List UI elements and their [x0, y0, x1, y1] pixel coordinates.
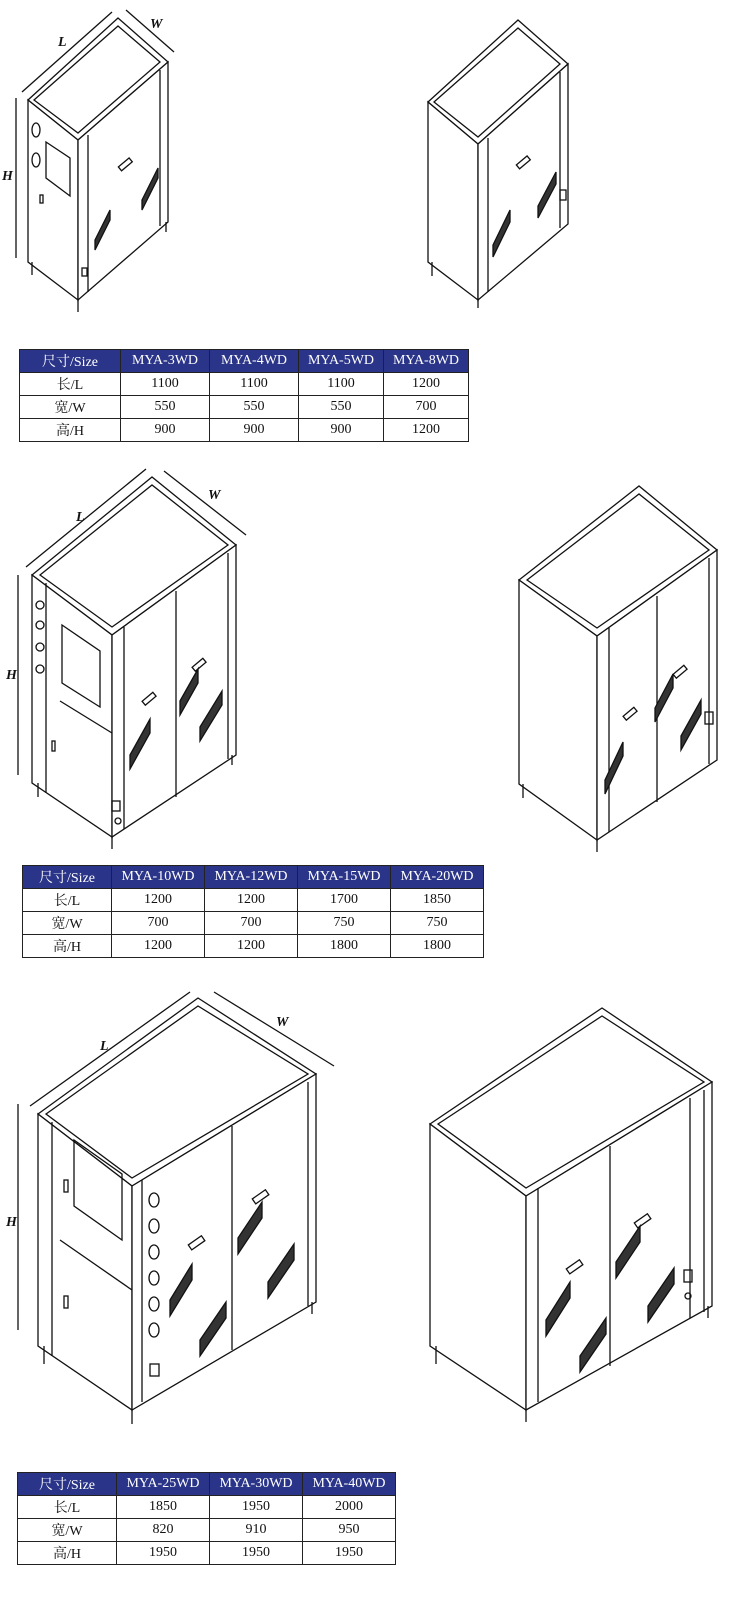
dim-label-w: W	[276, 1015, 289, 1030]
model-header: MYA-12WD	[205, 866, 298, 889]
table-cell: 1200	[205, 935, 298, 958]
table-header-size: 尺寸/Size	[20, 350, 121, 373]
unit-front-view-small	[0, 0, 200, 320]
table-cell: 1850	[391, 889, 484, 912]
table-cell: 1200	[384, 373, 469, 396]
table-cell: 700	[112, 912, 205, 935]
row-label: 宽/W	[18, 1519, 117, 1542]
table-cell: 900	[121, 419, 210, 442]
model-header: MYA-4WD	[210, 350, 299, 373]
unit-front-view-large	[0, 990, 340, 1430]
unit-rear-view-large	[420, 1000, 720, 1425]
model-header: MYA-20WD	[391, 866, 484, 889]
table-header-row	[18, 1473, 396, 1496]
unit-rear-view-small	[418, 10, 588, 310]
row-label: 宽/W	[20, 396, 121, 419]
table-row	[23, 889, 484, 912]
table-cell: 1950	[210, 1496, 303, 1519]
dim-label-w: W	[150, 17, 163, 32]
row-label: 长/L	[23, 889, 112, 912]
table-cell: 820	[117, 1519, 210, 1542]
table-row	[18, 1519, 396, 1542]
table-header-row	[23, 866, 484, 889]
table-cell: 1850	[117, 1496, 210, 1519]
table-header-size: 尺寸/Size	[18, 1473, 117, 1496]
table-row	[23, 935, 484, 958]
model-header: MYA-30WD	[210, 1473, 303, 1496]
table-row	[20, 419, 469, 442]
dim-label-w: W	[208, 488, 221, 503]
model-header: MYA-10WD	[112, 866, 205, 889]
row-label: 长/L	[20, 373, 121, 396]
row-label: 高/H	[18, 1542, 117, 1565]
table-cell: 1800	[298, 935, 391, 958]
table-cell: 550	[299, 396, 384, 419]
model-header: MYA-8WD	[384, 350, 469, 373]
table-cell: 2000	[303, 1496, 396, 1519]
table-cell: 550	[121, 396, 210, 419]
table-row	[20, 396, 469, 419]
table-cell: 950	[303, 1519, 396, 1542]
table-row	[23, 912, 484, 935]
dim-label-l: L	[76, 510, 85, 525]
spec-table-3	[17, 1472, 396, 1565]
model-header: MYA-40WD	[303, 1473, 396, 1496]
table-header-row	[20, 350, 469, 373]
table-cell: 700	[205, 912, 298, 935]
table-cell: 700	[384, 396, 469, 419]
model-header: MYA-25WD	[117, 1473, 210, 1496]
row-label: 宽/W	[23, 912, 112, 935]
table-cell: 750	[298, 912, 391, 935]
dim-label-h: H	[6, 1215, 17, 1230]
table-cell: 750	[391, 912, 484, 935]
dim-label-h: H	[6, 668, 17, 683]
table-cell: 550	[210, 396, 299, 419]
table-cell: 1950	[117, 1542, 210, 1565]
table-row	[20, 373, 469, 396]
table-row	[18, 1496, 396, 1519]
dim-label-l: L	[58, 35, 67, 50]
table-cell: 1200	[384, 419, 469, 442]
table-row	[18, 1542, 396, 1565]
table-cell: 900	[299, 419, 384, 442]
row-label: 高/H	[20, 419, 121, 442]
spec-table-2	[22, 865, 484, 958]
dim-label-l: L	[100, 1039, 109, 1054]
table-cell: 1100	[299, 373, 384, 396]
table-cell: 1200	[112, 889, 205, 912]
table-cell: 1100	[210, 373, 299, 396]
table-cell: 910	[210, 1519, 303, 1542]
table-cell: 1800	[391, 935, 484, 958]
unit-rear-view-medium	[505, 480, 725, 855]
model-header: MYA-15WD	[298, 866, 391, 889]
table-cell: 1950	[210, 1542, 303, 1565]
table-cell: 1200	[205, 889, 298, 912]
table-cell: 1700	[298, 889, 391, 912]
table-cell: 1200	[112, 935, 205, 958]
row-label: 长/L	[18, 1496, 117, 1519]
table-cell: 900	[210, 419, 299, 442]
table-cell: 1950	[303, 1542, 396, 1565]
model-header: MYA-3WD	[121, 350, 210, 373]
row-label: 高/H	[23, 935, 112, 958]
spec-table-1	[19, 349, 469, 442]
table-cell: 1100	[121, 373, 210, 396]
unit-front-view-medium	[0, 465, 250, 850]
dim-label-h: H	[2, 169, 13, 184]
table-header-size: 尺寸/Size	[23, 866, 112, 889]
model-header: MYA-5WD	[299, 350, 384, 373]
